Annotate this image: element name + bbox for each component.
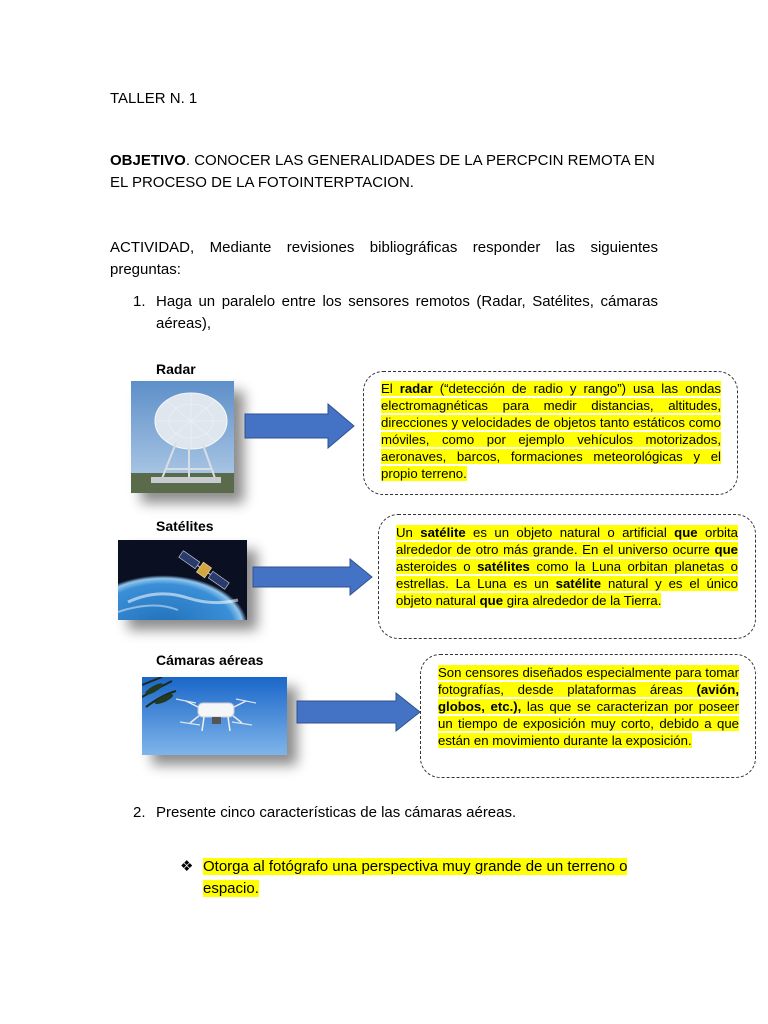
radar-label: Radar	[156, 361, 196, 377]
camera-text-1: Son censores diseñados especialmente para tomar fotografías, desde plataformas áreas	[438, 665, 739, 697]
satellite-bold-5: satélite	[555, 576, 602, 591]
camera-bold-1: (avión, globos, etc.),	[438, 682, 739, 714]
activity-paragraph: ACTIVIDAD, Mediante revisiones bibliográficas responder las siguientes preguntas:	[110, 239, 658, 278]
camera-text-2: las que se caracterizan por poseer un tiempo de exposición muy corto, debido a que están en movimiento durante la exposición.	[438, 699, 740, 748]
satellite-text-1: Un	[396, 525, 421, 540]
satellite-arrow	[252, 558, 374, 596]
question-1-number: 1.	[133, 293, 146, 310]
radar-image	[131, 381, 234, 493]
diamond-bullet-icon: ❖	[180, 858, 194, 875]
satellite-bold-6: que	[479, 593, 504, 608]
question-1-text: Haga un paralelo entre los sensores remotos (Radar, Satélites, cámaras aéreas),	[156, 293, 658, 332]
bullet-item-1	[203, 856, 665, 900]
satellite-bold-4: satélites	[477, 559, 530, 574]
satellite-text-3: orbita alrededor de otro más grande. En el universo ocurre	[396, 525, 738, 557]
radar-definition	[381, 380, 721, 482]
satellite-bold-3: que	[714, 542, 738, 557]
radar-text-2: (“detección de radio y rango”) usa las ondas electromagnéticas para medir distancias, altitudes, direcciones y velocidades de objetos tanto estáticos como móviles, como por ejemplo vehículos motorizados, aeronaves, barcos, formaciones meteorológicas y el propio terreno.	[381, 381, 721, 481]
camera-arrow	[296, 692, 422, 732]
objective-paragraph	[110, 150, 660, 194]
objective-text: . CONOCER LAS GENERALIDADES DE LA PERCPCIN REMOTA EN EL PROCESO DE LA FOTOINTERPTACION.	[110, 152, 655, 191]
question-2-number: 2.	[133, 804, 146, 821]
bullet-item-1-text: Otorga al fotógrafo una perspectiva muy grande de un terreno o espacio.	[203, 858, 628, 897]
satellite-bold-2: que	[674, 525, 698, 540]
satellite-image	[118, 540, 247, 620]
question-2-text: Presente cinco características de las cámaras aéreas.	[156, 804, 517, 821]
page-title: TALLER N. 1	[110, 90, 198, 107]
radar-arrow	[244, 403, 356, 449]
camera-label: Cámaras aéreas	[156, 652, 264, 668]
satellite-text-4: asteroides o	[396, 559, 478, 574]
satellite-bold-1: satélite	[420, 525, 466, 540]
camera-definition	[438, 664, 739, 749]
satellite-definition	[396, 524, 738, 609]
satellite-text-5: como la Luna orbitan planetas o estrellas. La Luna es un	[396, 559, 738, 591]
satellite-text-2: es un objeto natural o artificial	[465, 525, 675, 540]
objective-label: OBJETIVO	[110, 152, 186, 169]
satellite-text-7: gira alrededor de la Tierra.	[503, 593, 662, 608]
satellite-text-6: natural y es el único objeto natural	[396, 576, 738, 608]
radar-bold-1: radar	[399, 381, 433, 396]
radar-text-1: El	[381, 381, 400, 396]
camera-drone-image	[142, 677, 287, 755]
satellite-label: Satélites	[156, 518, 214, 534]
